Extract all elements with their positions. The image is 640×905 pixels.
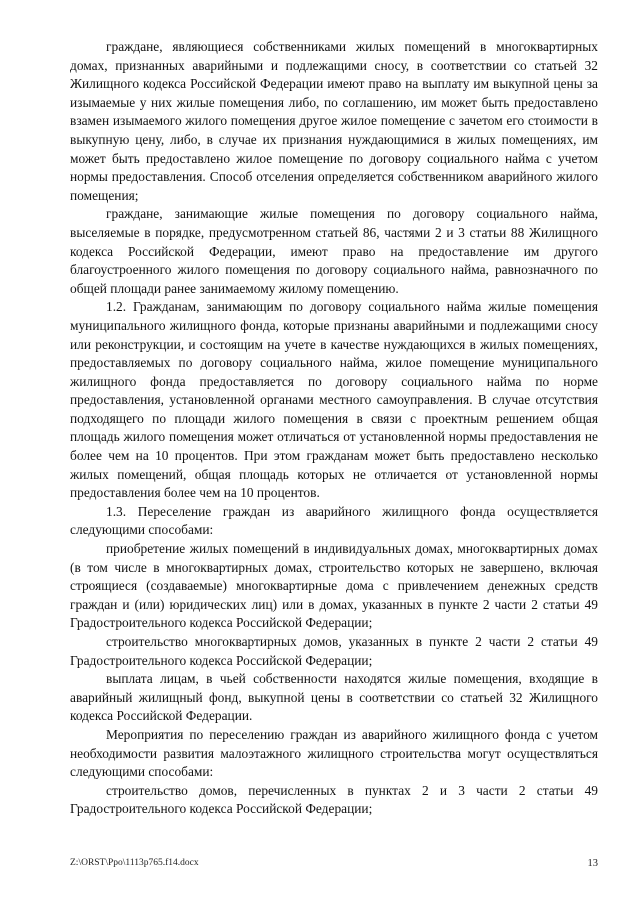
paragraph-house-construction: строительство домов, перечисленных в пунктах 2 и 3 части 2 статьи 49 Градостроительного кодекса Российской Федерации;	[70, 782, 598, 817]
paragraph-social-tenants: граждане, занимающие жилые помещения по договору социального найма, выселяемые в порядке, предусмотренном статьей 86, частями 2 и 3 статьи 88 Жилищного кодекса Российской Федерации, имеют право на предоставление им другого благоустроенного жилого помещения по договору социального найма, равнозначного по общей площади ранее занимаемому жилому помещению.	[70, 206, 598, 296]
paragraph-buyout: выплата лицам, в чьей собственности находятся жилые помещения, входящие в аварийный жилищный фонд, выкупной цены в соответствии со статьей 32 Жилищного кодекса Российской Федерации.	[70, 671, 598, 724]
page-number: 13	[587, 858, 598, 869]
file-path: Z:\ORST\Ppo\1113p765.f14.docx	[70, 858, 199, 868]
paragraph-owners-rights: граждане, являющиеся собственниками жилых помещений в многоквартирных домах, признанных аварийными и подлежащими сносу, в соответствии со статьей 32 Жилищного кодекса Российской Федерации имеют право на выплату им выкупной цены за изымаемые у них жилые помещения либо, по соглашению, им может быть предоставлено взамен изымаемого жилого помещения другое жилое помещение с зачетом его стоимости в выкупную цену, либо, в случае их признания нуждающимися в жилых помещениях, им может быть предоставлено жилое помещение по договору социального найма с учетом нормы предоставления. Способ отселения определяется собственником аварийного жилого помещения;	[70, 39, 598, 203]
document-body	[70, 38, 598, 819]
paragraph-1-2: 1.2. Гражданам, занимающим по договору социального найма жилые помещения муниципального жилищного фонда, которые признаны аварийными и подлежащими сносу или реконструкции, и состоящим на учете в качестве нуждающихся в жилых помещениях, предоставляемых по договору социального найма, жилое помещение муниципального жилищного фонда предоставляется по договору социального найма по норме предоставления, установленной органами местного самоуправления. В случае отсутствия подходящего по площади жилого помещения в связи с проектным решением общая площадь жилого помещения может отличаться от установленной нормы предоставления не более чем на 10 процентов. При этом гражданам может быть предоставлено несколько жилых помещений, общая площадь которых не отличается от установленной нормы предоставления более чем на 10 процентов.	[70, 299, 598, 501]
paragraph-construction: строительство многоквартирных домов, указанных в пункте 2 части 2 статьи 49 Градостроительного кодекса Российской Федерации;	[70, 634, 598, 668]
paragraph-1-3: 1.3. Переселение граждан из аварийного жилищного фонда осуществляется следующими способами:	[70, 503, 598, 538]
paragraph-low-rise-measures: Мероприятия по переселению граждан из аварийного жилищного фонда с учетом необходимости развития малоэтажного жилищного строительства могут осуществляться следующими способами:	[70, 726, 598, 780]
paragraph-acquisition: приобретение жилых помещений в индивидуальных домах, многоквартирных домах (в том числе в многоквартирных домах, строительство которых не завершено, включая строящиеся (создаваемые) многоквартирные дома с привлечением денежных средств граждан и (или) юридических лиц) или в домах, указанных в пункте 2 части 2 статьи 49 Градостроительного кодекса Российской Федерации;	[70, 541, 598, 631]
